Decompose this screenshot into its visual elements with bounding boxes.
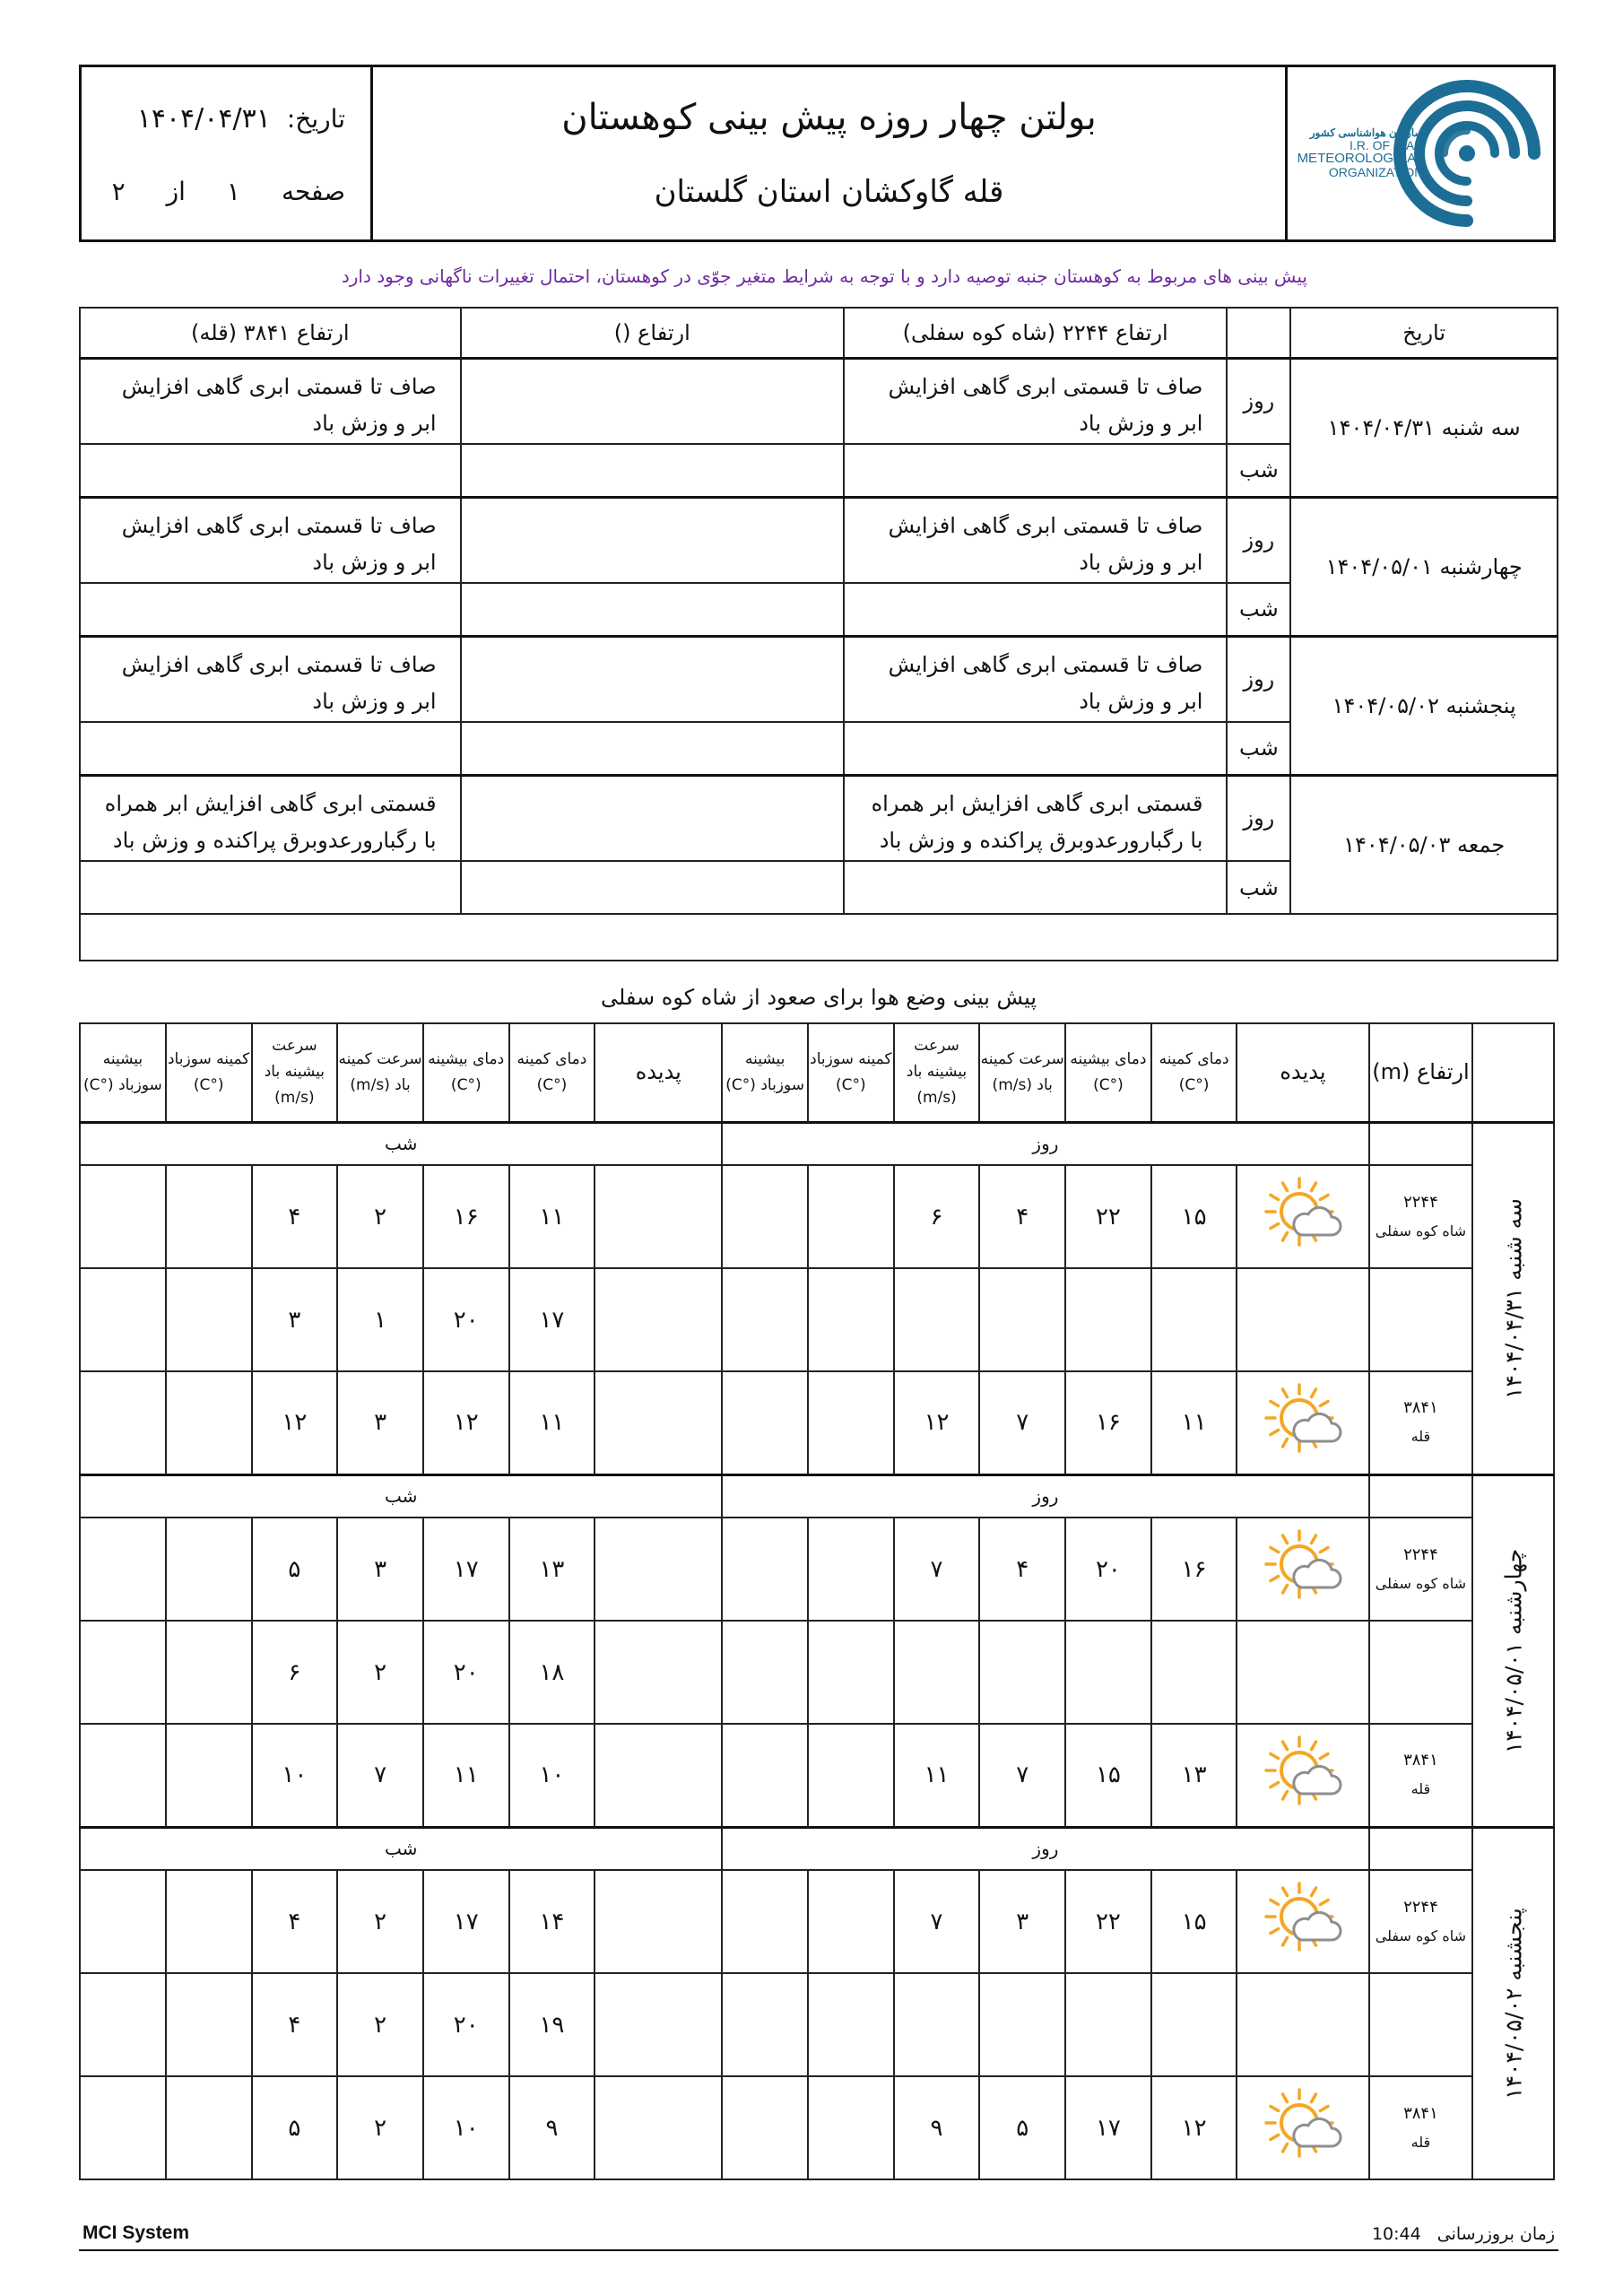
forecast-high-altitude-night: [80, 722, 461, 775]
logo-text-en-1: I.R. OF IRAN: [1349, 137, 1424, 152]
period-label-row: [80, 1474, 1554, 1518]
night-period-label: شب: [80, 1827, 722, 1870]
day-wmin: ۷: [979, 1724, 1065, 1827]
day-tmax: ۲۲: [1065, 1870, 1151, 1973]
day-phenomenon: [1237, 1165, 1368, 1268]
forecast-high-altitude-night: [80, 583, 461, 636]
update-label: زمان بروزرسانی: [1436, 2224, 1555, 2244]
forecast-low-altitude-night: [844, 444, 1228, 497]
footer-divider: [79, 2249, 1558, 2251]
night-phenomenon: [595, 1973, 722, 2076]
block-date-cell: [1472, 1827, 1554, 2179]
night-tmin: ۱۱: [509, 1165, 595, 1268]
altitude-value: ۳۸۴۱: [1403, 2103, 1438, 2123]
day-chill-max: [722, 1268, 808, 1371]
day-tmax: ۱۵: [1065, 1724, 1151, 1827]
altitude-row: [80, 1870, 1554, 1973]
day-wmin: [979, 1621, 1065, 1724]
day-period-label: روز: [722, 1474, 1368, 1518]
altitude-row: [80, 1371, 1554, 1474]
night-chill-max: [80, 1268, 166, 1371]
night-phenomenon: [595, 1621, 722, 1724]
night-chill-max: [80, 1870, 166, 1973]
night-phenomenon: [595, 1870, 722, 1973]
summary-empty-cell: [80, 914, 1558, 961]
footer-update-time: [1372, 2224, 1555, 2244]
altitude-cell: [1369, 1724, 1473, 1827]
sun-cloud-icon: [1260, 1377, 1346, 1463]
night-phenomenon: [595, 2076, 722, 2179]
night-wmax: ۴: [252, 1973, 338, 2076]
night-chill-min: [166, 1518, 252, 1621]
altitude-value: ۳۸۴۱: [1403, 1398, 1438, 1418]
col-night-wmax-header: سرعت بیشینه باد (m/s): [252, 1023, 338, 1122]
night-tmin: ۱۳: [509, 1518, 595, 1621]
forecast-low-altitude-day: صاف تا قسمتی ابری گاهی افزایش ابر و وزش باد: [844, 358, 1228, 444]
day-chill-max: [722, 1518, 808, 1621]
page-indicator: [112, 177, 345, 206]
day-chill-max: [722, 1621, 808, 1724]
day-phenomenon: [1237, 1870, 1368, 1973]
logo-text-en-2: METEOROLOGICAL: [1297, 151, 1424, 167]
altitude-value: ۲۲۴۴: [1403, 1544, 1438, 1564]
forecast-mid-altitude-night: [461, 861, 844, 914]
forecast-mid-altitude-day: [461, 775, 844, 861]
summary-day-row: [80, 358, 1558, 444]
forecast-mid-altitude-day: [461, 497, 844, 583]
altitude-cell: [1369, 2076, 1473, 2179]
night-wmax: ۴: [252, 1165, 338, 1268]
block-date-cell: [1472, 1122, 1554, 1474]
day-phenomenon: [1237, 1973, 1368, 2076]
day-chill-min: [808, 1621, 894, 1724]
night-wmax: ۵: [252, 1518, 338, 1621]
night-tmax: ۱۰: [423, 2076, 509, 2179]
night-chill-min: [166, 1973, 252, 2076]
night-wmax: ۴: [252, 1870, 338, 1973]
forecast-mid-altitude-night: [461, 444, 844, 497]
day-wmax: ۹: [894, 2076, 980, 2179]
day-label: روز: [1227, 358, 1290, 444]
day-label: روز: [1227, 775, 1290, 861]
altitude-row: [80, 1268, 1554, 1371]
day-tmin: [1151, 1621, 1237, 1724]
forecast-low-altitude-night: [844, 722, 1228, 775]
summary-day-row: [80, 775, 1558, 861]
altitude-row: [80, 1973, 1554, 2076]
night-chill-max: [80, 1518, 166, 1621]
altitude-name: قله: [1410, 1780, 1431, 1798]
col-day-tmin-header: دمای کمینه (°C): [1151, 1023, 1237, 1122]
night-tmax: ۱۷: [423, 1870, 509, 1973]
day-label: روز: [1227, 636, 1290, 722]
col-night-tmax-header: دمای بیشینه (°C): [423, 1023, 509, 1122]
sun-cloud-icon: [1260, 2082, 1346, 2168]
night-phenomenon: [595, 1371, 722, 1474]
altitude-cell: [1369, 1371, 1473, 1474]
night-wmax: ۳: [252, 1268, 338, 1371]
forecast-high-altitude-night: [80, 861, 461, 914]
forecast-summary-table: [79, 307, 1558, 961]
night-chill-max: [80, 1973, 166, 2076]
night-chill-min: [166, 1870, 252, 1973]
night-phenomenon: [595, 1165, 722, 1268]
col-date-header: تاریخ: [1290, 308, 1558, 358]
sun-cloud-icon: [1260, 1523, 1346, 1609]
day-wmax: [894, 1621, 980, 1724]
bulletin-header: [79, 65, 1556, 242]
night-wmin: ۷: [337, 1724, 423, 1827]
night-phenomenon: [595, 1518, 722, 1621]
period-altitude-spacer: [1369, 1474, 1473, 1518]
day-tmin: [1151, 1973, 1237, 2076]
forecast-high-altitude-day: صاف تا قسمتی ابری گاهی افزایش ابر و وزش باد: [80, 497, 461, 583]
night-chill-min: [166, 1621, 252, 1724]
page-total: ۲: [111, 177, 126, 206]
col-date-vertical-header: [1472, 1023, 1554, 1122]
altitude-row: [80, 2076, 1554, 2179]
altitude-name: شاه کوه سفلی: [1375, 1926, 1467, 1944]
day-wmax: ۱۲: [894, 1371, 980, 1474]
night-tmax: ۱۱: [423, 1724, 509, 1827]
page-of: از: [166, 177, 186, 206]
night-label: شب: [1227, 722, 1290, 775]
night-tmin: ۱۱: [509, 1371, 595, 1474]
climb-forecast-title: پیش بینی وضع هوا برای صعود از شاه کوه سفلی: [600, 985, 1037, 1010]
day-tmax: [1065, 1268, 1151, 1371]
day-chill-min: [808, 1165, 894, 1268]
climb-forecast-body: [80, 1122, 1554, 2179]
climb-forecast-table: [79, 1022, 1555, 2180]
day-period-label: روز: [722, 1827, 1368, 1870]
forecast-low-altitude-night: [844, 583, 1228, 636]
night-wmax: ۶: [252, 1621, 338, 1724]
col-altitude-low-header: ارتفاع ۲۲۴۴ (شاه کوه سفلی): [844, 308, 1228, 358]
day-tmax: ۲۰: [1065, 1518, 1151, 1621]
altitude-row: [80, 1621, 1554, 1724]
altitude-cell: [1369, 1518, 1473, 1621]
day-chill-max: [722, 2076, 808, 2179]
day-wmax: [894, 1268, 980, 1371]
day-tmax: ۱۶: [1065, 1371, 1151, 1474]
period-altitude-spacer: [1369, 1827, 1473, 1870]
day-phenomenon: [1237, 1518, 1368, 1621]
summary-date: سه شنبه ۱۴۰۴/۰۴/۳۱: [1290, 358, 1558, 497]
day-chill-min: [808, 1268, 894, 1371]
night-label: شب: [1227, 444, 1290, 497]
logo-area: [1288, 67, 1553, 239]
day-wmin: ۴: [979, 1518, 1065, 1621]
summary-header-row: [80, 308, 1558, 358]
night-phenomenon: [595, 1268, 722, 1371]
night-chill-min: [166, 1165, 252, 1268]
day-tmin: ۱۳: [1151, 1724, 1237, 1827]
day-phenomenon: [1237, 1371, 1368, 1474]
night-chill-max: [80, 1165, 166, 1268]
day-chill-max: [722, 1870, 808, 1973]
night-wmax: ۵: [252, 2076, 338, 2179]
altitude-value: ۳۸۴۱: [1403, 1751, 1438, 1770]
day-tmin: [1151, 1268, 1237, 1371]
date-row: [137, 103, 345, 135]
summary-day-row: [80, 636, 1558, 722]
altitude-name: قله: [1410, 2133, 1431, 2151]
altitude-row: [80, 1165, 1554, 1268]
night-tmin: ۱۸: [509, 1621, 595, 1724]
altitude-name: شاه کوه سفلی: [1375, 1574, 1467, 1592]
summary-date: چهارشنبه ۱۴۰۴/۰۵/۰۱: [1290, 497, 1558, 636]
night-chill-min: [166, 1724, 252, 1827]
night-tmin: ۱۰: [509, 1724, 595, 1827]
block-date: چهارشنبه ۱۴۰۴/۰۵/۰۱: [1500, 1548, 1527, 1753]
summary-empty-row: [80, 914, 1558, 961]
forecast-low-altitude-night: [844, 861, 1228, 914]
page-subtitle: قله گاوکشان استان گلستان: [654, 174, 1004, 210]
night-wmax: ۱۰: [252, 1724, 338, 1827]
col-altitude-header: ارتفاع (m): [1369, 1023, 1473, 1122]
day-tmin: ۱۲: [1151, 2076, 1237, 2179]
night-wmin: ۲: [337, 1870, 423, 1973]
col-day-chill-max-header: بیشینه سوزباد (°C): [722, 1023, 808, 1122]
block-date: سه شنبه ۱۴۰۴/۰۴/۳۱: [1500, 1197, 1527, 1399]
logo-text-fa: سازمان هواشناسی کشور: [1309, 126, 1424, 140]
sun-cloud-icon: [1260, 1729, 1346, 1815]
page-label: صفحه: [281, 177, 345, 206]
altitude-cell: [1369, 1870, 1473, 1973]
col-period-header: [1227, 308, 1290, 358]
day-wmin: ۵: [979, 2076, 1065, 2179]
col-day-tmax-header: دمای بیشینه (°C): [1065, 1023, 1151, 1122]
night-chill-max: [80, 1371, 166, 1474]
col-night-chill-max-header: بیشینه سوزباد (°C): [80, 1023, 166, 1122]
night-tmin: ۱۴: [509, 1870, 595, 1973]
night-wmin: ۲: [337, 1165, 423, 1268]
col-day-phenomenon-header: پدیده: [1237, 1023, 1368, 1122]
footer-system-name: MCI System: [82, 2222, 190, 2243]
col-day-wmax-header: سرعت بیشینه باد (m/s): [894, 1023, 980, 1122]
day-label: روز: [1227, 497, 1290, 583]
col-day-chill-min-header: کمینه سوزباد (°C): [808, 1023, 894, 1122]
forecast-mid-altitude-day: [461, 636, 844, 722]
block-date-cell: [1472, 1474, 1554, 1827]
col-night-chill-min-header: کمینه سوزباد (°C): [166, 1023, 252, 1122]
logo-text-en-3: ORGANIZATION: [1328, 165, 1424, 180]
day-chill-min: [808, 1724, 894, 1827]
block-date: پنجشنبه ۱۴۰۴/۰۵/۰۲: [1500, 1907, 1527, 2100]
day-tmin: ۱۵: [1151, 1165, 1237, 1268]
forecast-mid-altitude-night: [461, 583, 844, 636]
night-tmax: ۱۷: [423, 1518, 509, 1621]
day-wmin: ۷: [979, 1371, 1065, 1474]
period-label-row: [80, 1122, 1554, 1165]
col-night-phenomenon-header: پدیده: [595, 1023, 722, 1122]
day-chill-max: [722, 1724, 808, 1827]
night-chill-min: [166, 1371, 252, 1474]
col-day-wmin-header: سرعت کمینه باد (m/s): [979, 1023, 1065, 1122]
forecast-high-altitude-day: صاف تا قسمتی ابری گاهی افزایش ابر و وزش باد: [80, 636, 461, 722]
date-label: تاریخ:: [286, 104, 345, 134]
forecast-mid-altitude-night: [461, 722, 844, 775]
page-current: ۱: [226, 177, 240, 206]
page-title: بولتن چهار روزه پیش بینی کوهستان: [561, 97, 1097, 138]
update-time-value: 10:44: [1371, 2224, 1421, 2244]
night-chill-max: [80, 2076, 166, 2179]
day-chill-max: [722, 1371, 808, 1474]
night-wmin: ۱: [337, 1268, 423, 1371]
night-wmin: ۳: [337, 1518, 423, 1621]
night-period-label: شب: [80, 1474, 722, 1518]
day-tmin: ۱۵: [1151, 1870, 1237, 1973]
night-tmin: ۱۹: [509, 1973, 595, 2076]
day-tmax: ۱۷: [1065, 2076, 1151, 2179]
day-period-label: روز: [722, 1122, 1368, 1165]
altitude-name: شاه کوه سفلی: [1375, 1222, 1467, 1239]
disclaimer-notice: پیش بینی های مربوط به کوهستان جنبه توصیه دارد و با توجه به شرایط متغیر جوّی در کوهستان، احتمال تغییرات ناگهانی وجود دارد: [341, 265, 1307, 287]
day-tmax: [1065, 1621, 1151, 1724]
day-phenomenon: [1237, 1724, 1368, 1827]
sun-cloud-icon: [1260, 1875, 1346, 1961]
altitude-row: [80, 1724, 1554, 1827]
day-chill-min: [808, 2076, 894, 2179]
day-wmax: ۶: [894, 1165, 980, 1268]
day-tmin: ۱۶: [1151, 1518, 1237, 1621]
col-altitude-high-header: ارتفاع ۳۸۴۱ (قله): [80, 308, 461, 358]
day-chill-min: [808, 1870, 894, 1973]
night-wmin: ۲: [337, 2076, 423, 2179]
summary-body: [80, 358, 1558, 961]
sun-cloud-icon: [1260, 1170, 1346, 1257]
altitude-value: ۲۲۴۴: [1403, 1897, 1438, 1917]
day-chill-min: [808, 1973, 894, 2076]
forecast-high-altitude-night: [80, 444, 461, 497]
day-wmin: ۴: [979, 1165, 1065, 1268]
altitude-value: ۲۲۴۴: [1403, 1192, 1438, 1212]
forecast-low-altitude-day: صاف تا قسمتی ابری گاهی افزایش ابر و وزش باد: [844, 497, 1228, 583]
period-label-row: [80, 1827, 1554, 1870]
altitude-cell: [1369, 1268, 1473, 1371]
day-phenomenon: [1237, 1268, 1368, 1371]
day-wmax: [894, 1973, 980, 2076]
summary-date: پنجشنبه ۱۴۰۴/۰۵/۰۲: [1290, 636, 1558, 775]
day-wmin: [979, 1973, 1065, 2076]
col-altitude-mid-header: ارتفاع (): [461, 308, 844, 358]
forecast-low-altitude-day: قسمتی ابری گاهی افزایش ابر همراه با رگبارورعدوبرق پراکنده و وزش باد: [844, 775, 1228, 861]
night-tmax: ۱۲: [423, 1371, 509, 1474]
day-wmax: ۷: [894, 1870, 980, 1973]
header-meta: [82, 67, 373, 239]
day-phenomenon: [1237, 2076, 1368, 2179]
day-tmax: [1065, 1973, 1151, 2076]
night-period-label: شب: [80, 1122, 722, 1165]
summary-date: جمعه ۱۴۰۴/۰۵/۰۳: [1290, 775, 1558, 914]
altitude-cell: [1369, 1165, 1473, 1268]
header-titles: [373, 67, 1288, 239]
night-tmax: ۲۰: [423, 1268, 509, 1371]
day-wmax: ۷: [894, 1518, 980, 1621]
day-chill-min: [808, 1371, 894, 1474]
forecast-low-altitude-day: صاف تا قسمتی ابری گاهی افزایش ابر و وزش باد: [844, 636, 1228, 722]
altitude-row: [80, 1518, 1554, 1621]
night-wmax: ۱۲: [252, 1371, 338, 1474]
altitude-name: قله: [1410, 1428, 1431, 1446]
night-wmin: ۳: [337, 1371, 423, 1474]
night-chill-min: [166, 2076, 252, 2179]
night-wmin: ۲: [337, 1621, 423, 1724]
col-night-tmin-header: دمای کمینه (°C): [509, 1023, 595, 1122]
day-chill-max: [722, 1165, 808, 1268]
forecast-high-altitude-day: قسمتی ابری گاهی افزایش ابر همراه با رگبارورعدوبرق پراکنده و وزش باد: [80, 775, 461, 861]
day-wmin: [979, 1268, 1065, 1371]
meteorological-organization-logo: [1298, 77, 1544, 230]
night-label: شب: [1227, 861, 1290, 914]
day-tmin: ۱۱: [1151, 1371, 1237, 1474]
night-chill-max: [80, 1621, 166, 1724]
night-tmax: ۱۶: [423, 1165, 509, 1268]
day-tmax: ۲۲: [1065, 1165, 1151, 1268]
night-chill-min: [166, 1268, 252, 1371]
night-tmax: ۲۰: [423, 1973, 509, 2076]
forecast-mid-altitude-day: [461, 358, 844, 444]
period-altitude-spacer: [1369, 1122, 1473, 1165]
summary-day-row: [80, 497, 1558, 583]
day-phenomenon: [1237, 1621, 1368, 1724]
night-tmax: ۲۰: [423, 1621, 509, 1724]
col-night-wmin-header: سرعت کمینه باد (m/s): [337, 1023, 423, 1122]
forecast-high-altitude-day: صاف تا قسمتی ابری گاهی افزایش ابر و وزش باد: [80, 358, 461, 444]
night-chill-max: [80, 1724, 166, 1827]
day-chill-max: [722, 1973, 808, 2076]
day-wmax: ۱۱: [894, 1724, 980, 1827]
altitude-cell: [1369, 1621, 1473, 1724]
night-tmin: ۹: [509, 2076, 595, 2179]
night-wmin: ۲: [337, 1973, 423, 2076]
date-value: ۱۴۰۴/۰۴/۳۱: [136, 103, 271, 135]
night-label: شب: [1227, 583, 1290, 636]
night-phenomenon: [595, 1724, 722, 1827]
altitude-cell: [1369, 1973, 1473, 2076]
climb-header-row: [80, 1023, 1554, 1122]
night-tmin: ۱۷: [509, 1268, 595, 1371]
day-chill-min: [808, 1518, 894, 1621]
day-wmin: ۳: [979, 1870, 1065, 1973]
